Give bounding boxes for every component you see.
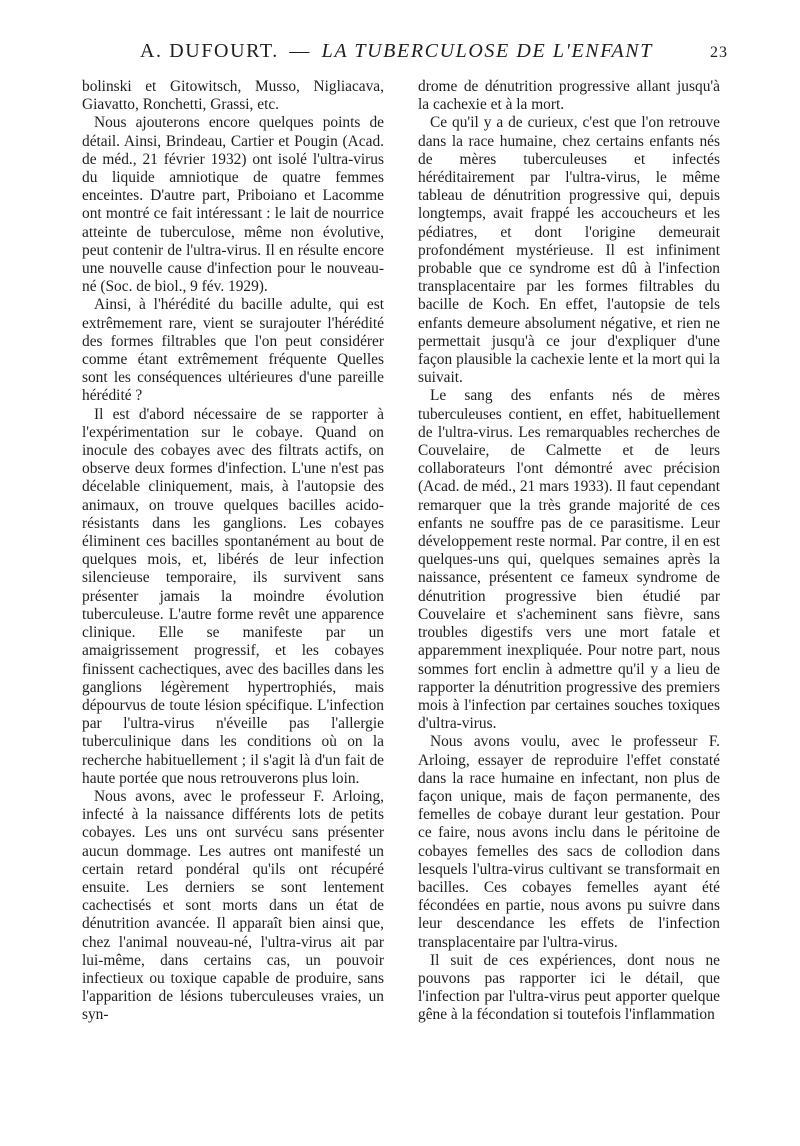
paragraph: Ce qu'il y a de curieux, c'est que l'on retrouve dans la race humaine, chez certains enfants nés de mères tuberculeuses et infectés héréditairement par l'ultra-virus, le même tableau de dénutrition progressive qui, depuis longtemps, avait frappé les accoucheurs et les pédiatres, et dont l'origine demeurait profondément mystérieuse. Il est infiniment probable que ce syndrome est dû à l'infection transplacentaire par les formes filtrables du bacille de Koch. En effet, l'autopsie de tels enfants demeure absolument négative, et rien ne permettait jusqu'à ce jour d'expliquer d'une façon plausible la cachexie lente et la mort qui la suivait. [418,114,720,387]
paragraph: Il suit de ces expériences, dont nous ne pouvons pas rapporter ici le détail, que l'infection par l'ultra-virus peut apporter quelque gêne à la fécondation si toutefois l'inflammation [418,951,720,1024]
paragraph: Le sang des enfants nés de mères tuberculeuses contient, en effet, habituellement de l'ultra-virus. Les remarquables recherches de Couvelaire, de Calmette et de leurs collaborateurs l'ont démontré avec précision (Acad. de méd., 21 mars 1933). Il faut cependant remarquer que la très grande majorité de ces enfants ne souffre pas de ce parasitisme. Leur développement reste normal. Par contre, il en est quelques-uns qui, quelques semaines après la naissance, présentent ce fameux syndrome de dénutrition progressive bien étudié par Couvelaire et s'acheminent sans fièvre, sans troubles digestifs vers une mort fatale et apparemment inexpliquée. Pour notre part, nous sommes fort enclin à admettre qu'il y a lieu de rapporter la dénutrition progressive des premiers mois à l'infection par certaines souches toxiques d'ultra-virus. [418,387,720,733]
right-column [418,78,720,1025]
left-column [82,78,384,1025]
paragraph: Ainsi, à l'hérédité du bacille adulte, qui est extrêmement rare, vient se surajouter l'hérédité des formes filtrables que l'on peut considérer comme étant extrêmement fréquente Quelles sont les conséquences ultérieures d'une pareille hérédité ? [82,296,384,405]
header-dash: — [289,40,312,62]
page-number: 23 [710,44,728,61]
header-author: A. DUFOURT. [140,40,279,62]
header-title: LA TUBERCULOSE DE L'ENFANT [321,40,653,62]
paragraph: Il est d'abord nécessaire de se rapporter à l'expérimentation sur le cobaye. Quand on inocule des cobayes avec des filtrats actifs, on observe deux formes d'infection. L'une n'est pas décelable cliniquement, mais, à l'autopsie des animaux, on trouve quelques bacilles acido-résistants dans les ganglions. Les cobayes éliminent ces bacilles spontanément au bout de quelques mois, et, libérés de leur infection silencieuse temporaire, ils survivent sans présenter jamais la moindre évolution tuberculeuse. L'autre forme revêt une apparence clinique. Elle se manifeste par un amaigrissement progressif, et les cobayes finissent cachectiques, avec des bacilles dans les ganglions légèrement hypertrophiés, mais dépourvus de toute lésion spécifique. L'infection par l'ultra-virus n'éveille pas l'allergie tuberculinique dans les conditions où on la recherche habituellement ; il s'agit là d'un fait de haute portée que nous retrouverons plus loin. [82,405,384,787]
running-header [82,40,728,70]
paragraph: Nous avons voulu, avec le professeur F. Arloing, essayer de reproduire l'effet constaté dans la race humaine en infectant, non plus de façon unique, mais de façon permanente, des femelles de cobaye durant leur gestation. Pour ce faire, nous avons inclu dans le péritoine de cobayes femelles des sacs de collodion dans lesquels l'ultra-virus cultivant se transformait en bacilles. Ces cobayes femelles ayant été fécondées en partie, nous avons pu suivre dans leur descendance les effets de l'infection transplacentaire par l'ultra-virus. [418,733,720,951]
paragraph: drome de dénutrition progressive allant jusqu'à la cachexie et à la mort. [418,78,720,114]
running-title [140,40,653,63]
paragraph: Nous avons, avec le professeur F. Arloing, infecté à la naissance différents lots de petits cobayes. Les uns ont survécu sans présenter aucun dommage. Les autres ont manifesté un certain retard pondéral qu'ils ont récupéré ensuite. Les derniers se sont lentement cachectisés et sont morts dans un état de dénutrition avancée. Il apparaît bien ainsi que, chez l'animal nouveau-né, l'ultra-virus ait par lui-même, dans certains cas, un pouvoir infectieux ou toxique capable de produire, sans l'apparition de lésions tuberculeuses vraies, un syn- [82,787,384,1024]
paragraph: bolinski et Gitowitsch, Musso, Nigliacava, Giavatto, Ronchetti, Grassi, etc. [82,78,384,114]
paragraph: Nous ajouterons encore quelques points de détail. Ainsi, Brindeau, Cartier et Pougin (Acad. de méd., 21 février 1932) ont isolé l'ultra-virus du liquide amniotique de quatre femmes enceintes. D'autre part, Priboiano et Lacomme ont montré ce fait intéressant : le lait de nourrice atteinte de tuberculose, même non évolutive, peut contenir de l'ultra-virus. Il en résulte encore une nouvelle cause d'infection pour le nouveau-né (Soc. de biol., 9 fév. 1929). [82,114,384,296]
